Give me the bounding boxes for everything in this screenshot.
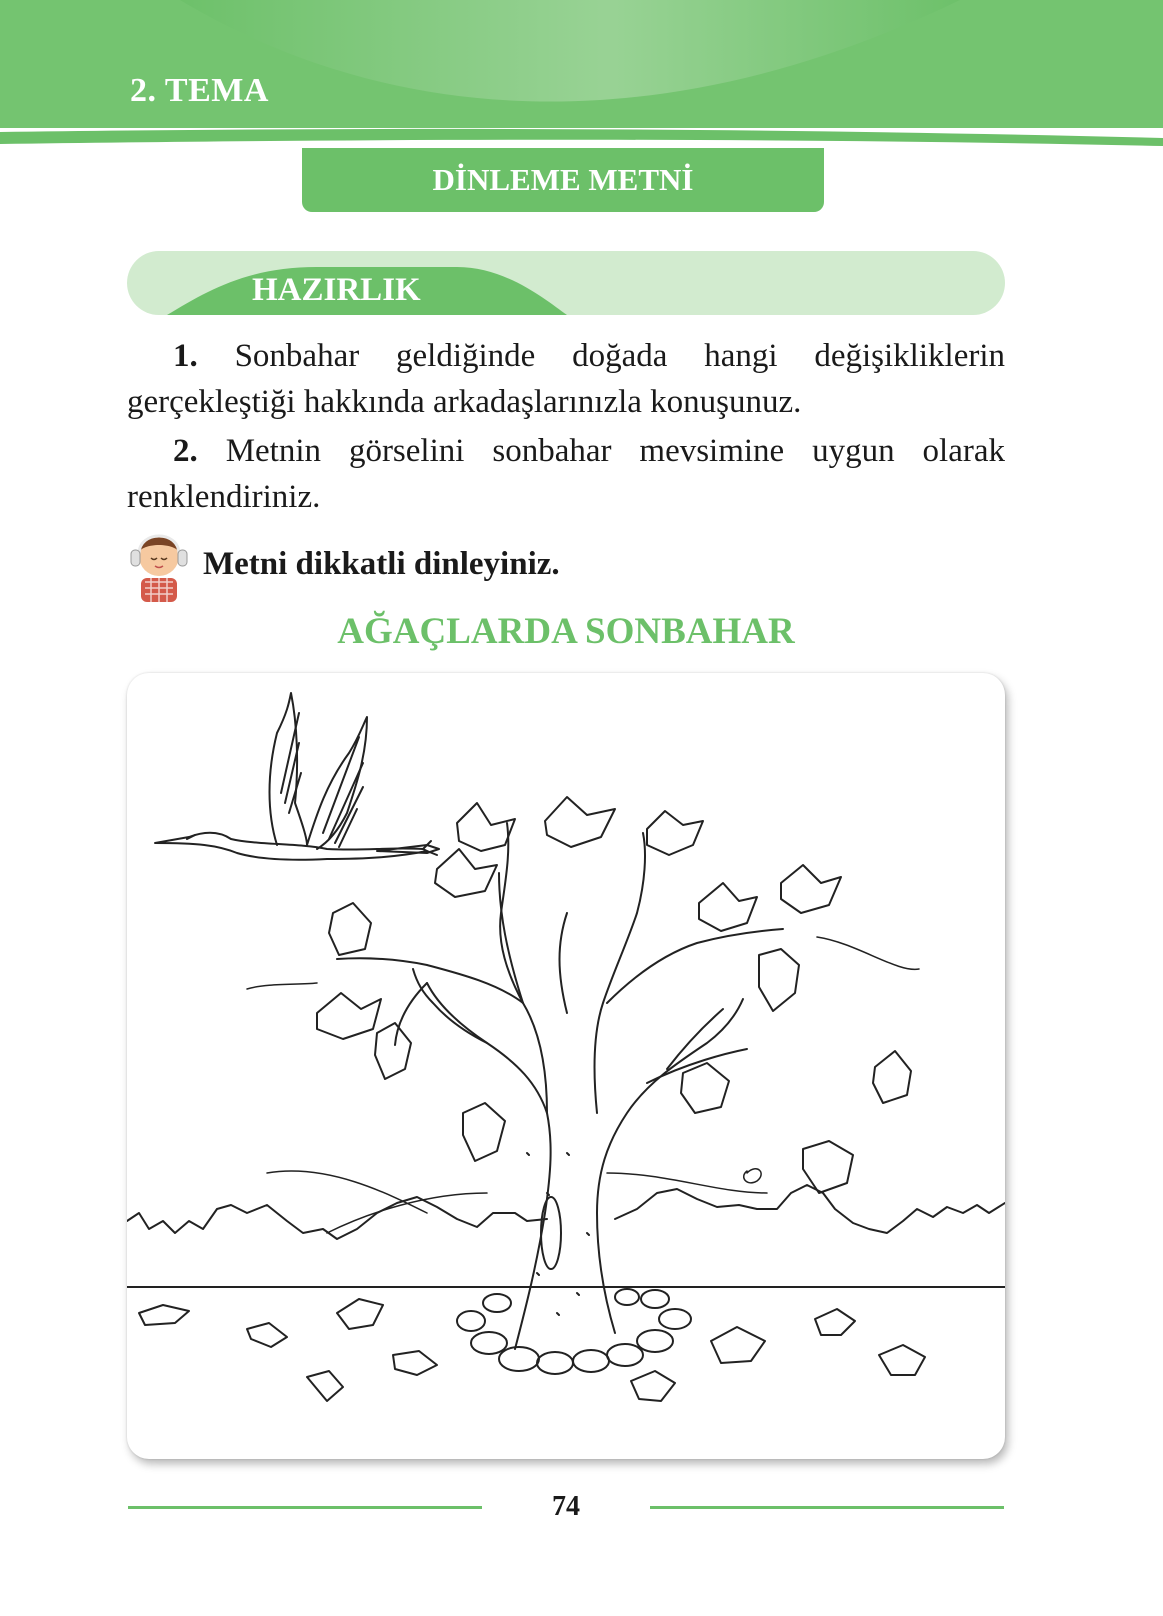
item-number: 1.	[173, 338, 198, 374]
footer-rule-left	[128, 1506, 482, 1509]
preparation-item-1	[127, 333, 1005, 425]
bird-illustration	[155, 693, 439, 860]
item-text: Metnin görselini sonbahar mevsimine uygun olarak renklendiriniz.	[127, 433, 1006, 515]
coloring-illustration	[127, 673, 1005, 1459]
story-title: AĞAÇLARDA SONBAHAR	[337, 611, 795, 652]
item-number: 2.	[173, 433, 198, 469]
wind-lines	[247, 937, 919, 1233]
preparation-title: HAZIRLIK	[252, 272, 421, 308]
child-with-headphones-icon	[127, 522, 191, 604]
section-title: DİNLEME METNİ	[302, 148, 824, 212]
instruction-text: Metni dikkatli dinleyiniz.	[203, 546, 560, 582]
tree-illustration	[337, 823, 783, 1349]
item-text: Sonbahar geldiğinde doğada hangi değişikliklerin gerçekleştiği hakkında arkadaşlarınızla konuşunuz.	[127, 338, 1005, 420]
stones-ring	[457, 1289, 691, 1374]
preparation-item-2	[127, 428, 1005, 520]
theme-label: 2. TEMA	[130, 72, 269, 109]
page-number: 74	[552, 1491, 580, 1522]
footer-rule-right	[650, 1506, 1004, 1509]
hills-outline	[127, 1185, 1005, 1239]
